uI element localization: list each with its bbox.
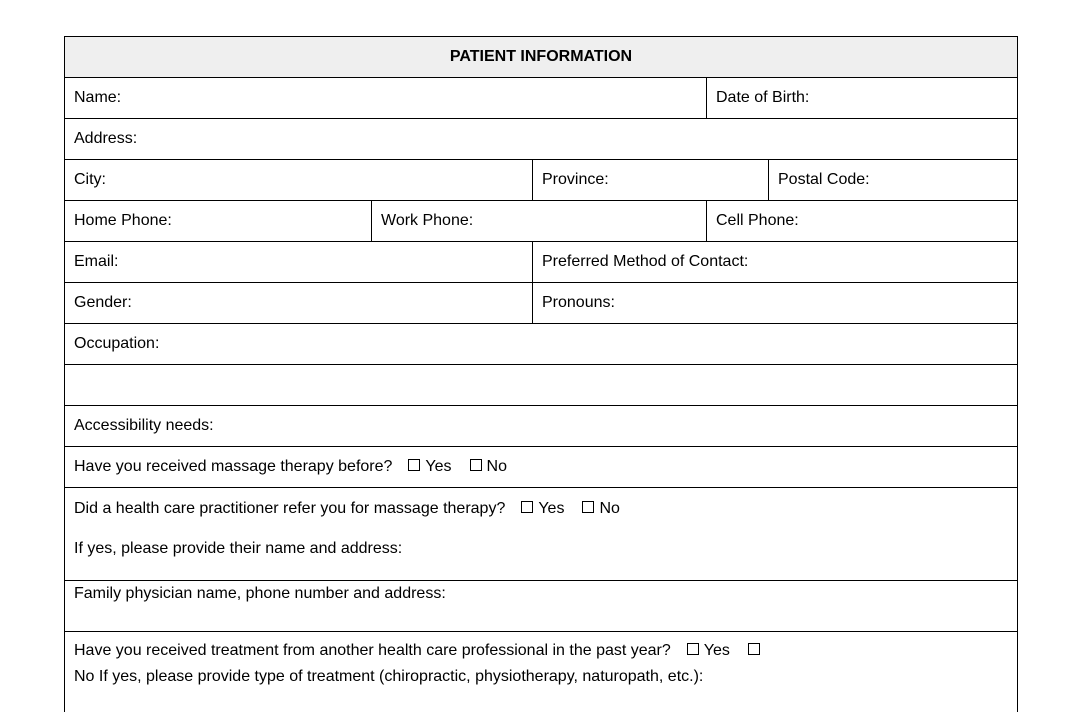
no-label: No <box>487 458 507 475</box>
treatment-row <box>65 632 1018 712</box>
occupation-field[interactable]: Occupation: <box>65 324 1018 365</box>
yes-label: Yes <box>704 642 730 659</box>
form-title: PATIENT INFORMATION <box>65 37 1018 78</box>
treatment-question <box>65 632 1018 712</box>
name-row <box>65 78 1018 119</box>
gender-field[interactable]: Gender: <box>65 283 533 324</box>
referral-followup-label: If yes, please provide their name and address: <box>74 540 1017 558</box>
home-phone-field[interactable]: Home Phone: <box>65 201 372 242</box>
physician-field[interactable]: Family physician name, phone number and address: <box>65 581 1018 632</box>
treatment-no-checkbox[interactable] <box>748 643 760 655</box>
treatment-yes-checkbox[interactable] <box>687 643 699 655</box>
blank-field[interactable] <box>65 365 1018 406</box>
city-row <box>65 160 1018 201</box>
city-field[interactable]: City: <box>65 160 533 201</box>
accessibility-row <box>65 406 1018 447</box>
referral-yes-checkbox[interactable] <box>521 501 533 513</box>
treatment-label: Have you received treatment from another health care professional in the past year? <box>74 642 671 659</box>
work-phone-field[interactable]: Work Phone: <box>372 201 707 242</box>
blank-row <box>65 365 1018 406</box>
pronouns-field[interactable]: Pronouns: <box>533 283 1018 324</box>
header-row <box>65 37 1018 78</box>
cell-phone-field[interactable]: Cell Phone: <box>707 201 1018 242</box>
phone-row <box>65 201 1018 242</box>
occupation-row <box>65 324 1018 365</box>
province-field[interactable]: Province: <box>533 160 769 201</box>
postal-code-field[interactable]: Postal Code: <box>769 160 1018 201</box>
referral-label: Did a health care practitioner refer you for massage therapy? <box>74 500 505 517</box>
address-field[interactable]: Address: <box>65 119 1018 160</box>
yes-label: Yes <box>425 458 451 475</box>
yes-label: Yes <box>538 500 564 517</box>
gender-row <box>65 283 1018 324</box>
massage-before-label: Have you received massage therapy before? <box>74 458 392 475</box>
referral-no-checkbox[interactable] <box>582 501 594 513</box>
massage-before-row <box>65 447 1018 488</box>
referral-row <box>65 488 1018 581</box>
email-field[interactable]: Email: <box>65 242 533 283</box>
name-field[interactable]: Name: <box>65 78 707 119</box>
contact-method-field[interactable]: Preferred Method of Contact: <box>533 242 1018 283</box>
referral-question <box>65 488 1018 581</box>
patient-information-form <box>64 36 1017 712</box>
massage-before-no-checkbox[interactable] <box>470 459 482 471</box>
physician-row <box>65 581 1018 632</box>
treatment-followup-label: No If yes, please provide type of treatment (chiropractic, physiotherapy, naturopath, etc.): <box>74 668 1017 686</box>
massage-before-question <box>65 447 1018 488</box>
accessibility-field[interactable]: Accessibility needs: <box>65 406 1018 447</box>
massage-before-yes-checkbox[interactable] <box>408 459 420 471</box>
form-table <box>64 36 1018 712</box>
no-label: No <box>599 500 619 517</box>
address-row <box>65 119 1018 160</box>
dob-field[interactable]: Date of Birth: <box>707 78 1018 119</box>
email-row <box>65 242 1018 283</box>
